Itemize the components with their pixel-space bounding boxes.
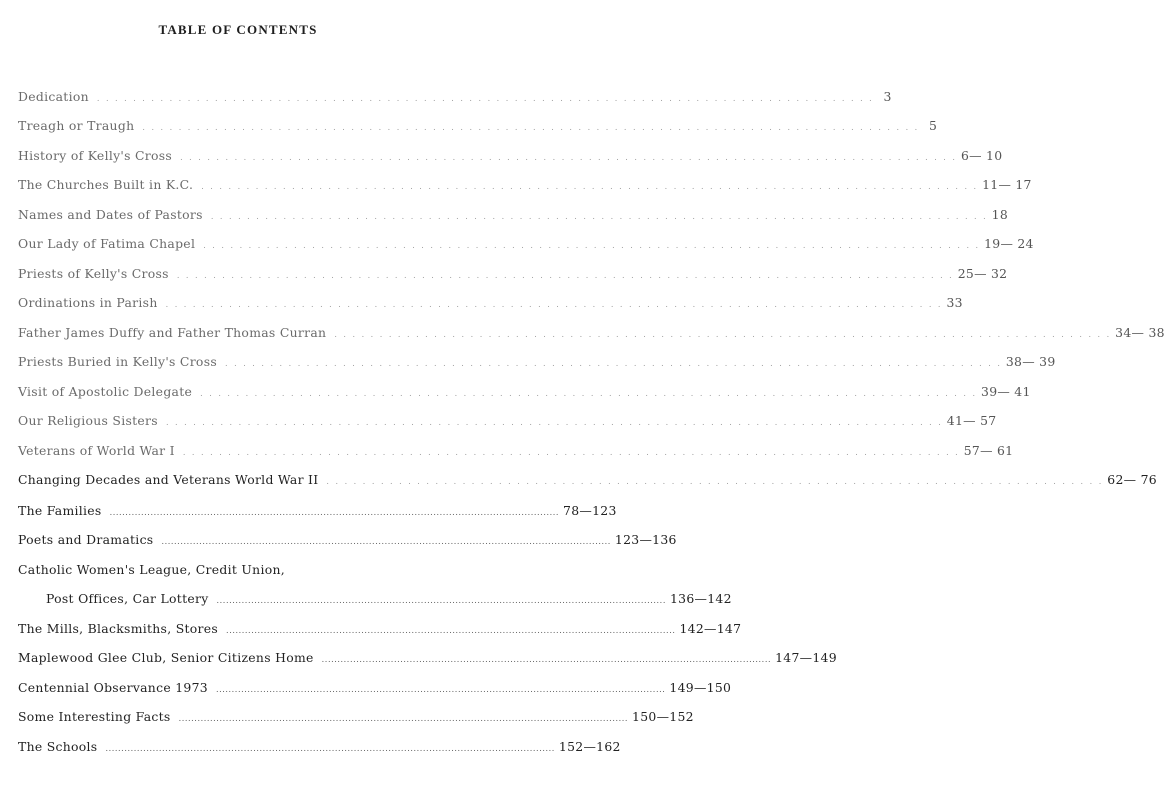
toc-entry [18, 679, 732, 697]
dot-leader: . . . . . . . . . . . . . . . . . . . . . . . . . . . . . . . . . . . . . . . . . . . . . . . . . . . . . . . . . . . . . . . . . . . . . . . . . . . . . . . . . . . . . . [200, 389, 978, 398]
entry-pages: 41— 57 [946, 413, 997, 428]
entry-pages: 142—147 [679, 621, 742, 636]
entry-title: Visit of Apostolic Delegate [18, 384, 193, 399]
dot-leader: ............................................................................................................................................... [161, 537, 611, 546]
toc-entry [18, 117, 938, 135]
entry-title: Treagh or Traugh [18, 118, 135, 133]
toc-entry [18, 206, 1009, 224]
toc-entry [18, 324, 1165, 342]
dot-leader: . . . . . . . . . . . . . . . . . . . . . . . . . . . . . . . . . . . . . . . . . . . . . . . . . . . . . . . . . . . . . . . . . . . . . . . . . . . . . . . . . . . . . . [182, 448, 960, 457]
toc-entry [18, 88, 892, 106]
dot-leader: . . . . . . . . . . . . . . . . . . . . . . . . . . . . . . . . . . . . . . . . . . . . . . . . . . . . . . . . . . . . . . . . . . . . . . . . . . . . . . . . . . . . . . [165, 418, 943, 427]
entry-title: Father James Duffy and Father Thomas Curran [18, 325, 327, 340]
dot-leader: ............................................................................................................................................... [105, 744, 555, 753]
dot-leader: . . . . . . . . . . . . . . . . . . . . . . . . . . . . . . . . . . . . . . . . . . . . . . . . . . . . . . . . . . . . . . . . . . . . . . . . . . . . . . . . . . . . . . [176, 271, 954, 280]
dot-leader: ............................................................................................................................................... [215, 685, 666, 694]
toc-entry [18, 471, 1157, 489]
entry-title: Dedication [18, 89, 89, 104]
entry-pages: 5 [929, 118, 938, 133]
entry-title: Maplewood Glee Club, Senior Citizens Home [18, 650, 314, 665]
toc-entry [18, 176, 1032, 194]
toc-entry [18, 738, 621, 756]
dot-leader: . . . . . . . . . . . . . . . . . . . . . . . . . . . . . . . . . . . . . . . . . . . . . . . . . . . . . . . . . . . . . . . . . . . . . . . . . . . . . . . . . . . . . . [334, 330, 1112, 339]
entry-title: Post Offices, Car Lottery [46, 591, 209, 606]
entry-pages: 123—136 [614, 532, 677, 547]
entry-title: History of Kelly's Cross [18, 148, 173, 163]
entry-pages: 3 [883, 89, 892, 104]
entry-title: The Mills, Blacksmiths, Stores [18, 621, 219, 636]
entry-pages: 38— 39 [1005, 354, 1056, 369]
entry-title: Priests of Kelly's Cross [18, 266, 169, 281]
entry-title: Centennial Observance 1973 [18, 680, 208, 695]
toc-entry [18, 383, 1031, 401]
entry-title: The Churches Built in K.C. [18, 177, 194, 192]
entry-pages: 33 [946, 295, 963, 310]
toc-entry [18, 502, 617, 520]
entry-title: The Schools [18, 739, 98, 754]
entry-pages: 147—149 [775, 650, 837, 665]
dot-leader: ............................................................................................................................................... [216, 596, 666, 605]
entry-title: Names and Dates of Pastors [18, 207, 203, 222]
toc-entry [18, 294, 963, 312]
entry-pages: 149—150 [669, 680, 732, 695]
entry-pages: 150—152 [632, 709, 694, 724]
toc-entry [18, 147, 1003, 165]
entry-pages: 11— 17 [982, 177, 1032, 192]
dot-leader: . . . . . . . . . . . . . . . . . . . . . . . . . . . . . . . . . . . . . . . . . . . . . . . . . . . . . . . . . . . . . . . . . . . . . . . . . . . . . . . . . . . . . . [201, 182, 979, 191]
entry-pages: 19— 24 [984, 236, 1034, 251]
dot-leader: ............................................................................................................................................... [178, 714, 629, 723]
dot-leader: ............................................................................................................................................... [109, 508, 560, 517]
entry-pages: 34— 38 [1115, 325, 1165, 340]
entry-pages: 136—142 [669, 591, 732, 606]
entry-title: Poets and Dramatics [18, 532, 154, 547]
dot-leader: ............................................................................................................................................... [321, 655, 772, 664]
dot-leader: . . . . . . . . . . . . . . . . . . . . . . . . . . . . . . . . . . . . . . . . . . . . . . . . . . . . . . . . . . . . . . . . . . . . . . . . . . . . . . . . . . . . . . [225, 359, 1002, 368]
dot-leader: . . . . . . . . . . . . . . . . . . . . . . . . . . . . . . . . . . . . . . . . . . . . . . . . . . . . . . . . . . . . . . . . . . . . . . . . . . . . . . . . . . . . . . [210, 212, 988, 221]
dot-leader: . . . . . . . . . . . . . . . . . . . . . . . . . . . . . . . . . . . . . . . . . . . . . . . . . . . . . . . . . . . . . . . . . . . . . . . . . . . . . . . . . . . . . . [326, 477, 1104, 486]
entry-title: Our Lady of Fatima Chapel [18, 236, 196, 251]
toc-entry [18, 265, 1008, 283]
entry-title: Some Interesting Facts [18, 709, 171, 724]
dot-leader: ............................................................................................................................................... [226, 626, 676, 635]
entry-title: Ordinations in Parish [18, 295, 158, 310]
entry-title: Priests Buried in Kelly's Cross [18, 354, 218, 369]
dot-leader: . . . . . . . . . . . . . . . . . . . . . . . . . . . . . . . . . . . . . . . . . . . . . . . . . . . . . . . . . . . . . . . . . . . . . . . . . . . . . . . . . . . . . . [203, 241, 981, 250]
entry-pages: 18 [991, 207, 1009, 222]
entry-title: Veterans of World War I [18, 443, 175, 458]
dot-leader: . . . . . . . . . . . . . . . . . . . . . . . . . . . . . . . . . . . . . . . . . . . . . . . . . . . . . . . . . . . . . . . . . . . . . . . . . . . . . . . . . . . . . . [165, 300, 943, 309]
toc-entry [46, 590, 732, 608]
toc-entry [18, 235, 1034, 253]
toc-entry [18, 442, 1014, 460]
toc-entry [18, 412, 997, 430]
entry-pages: 152—162 [558, 739, 621, 754]
page-title: TABLE OF CONTENTS [158, 22, 318, 37]
entry-pages: 39— 41 [981, 384, 1031, 399]
entry-pages: 57— 61 [963, 443, 1014, 458]
entry-title: The Families [18, 503, 102, 518]
toc-entry [18, 708, 694, 726]
entry-pages: 25— 32 [957, 266, 1008, 281]
toc-entry [18, 649, 837, 667]
entry-pages: 78—123 [563, 503, 617, 518]
toc-entry [18, 561, 463, 579]
entry-pages: 6— 10 [960, 148, 1003, 163]
entry-title: Our Religious Sisters [18, 413, 158, 428]
entry-pages: 62— 76 [1107, 472, 1157, 487]
toc-entry [18, 620, 742, 638]
dot-leader: . . . . . . . . . . . . . . . . . . . . . . . . . . . . . . . . . . . . . . . . . . . . . . . . . . . . . . . . . . . . . . . . . . . . . . . . . . . . . . . . . . . . . . [180, 153, 957, 162]
entry-title: Changing Decades and Veterans World War II [18, 472, 319, 487]
toc-entry [18, 353, 1056, 371]
toc-entry [18, 531, 677, 549]
entry-title: Catholic Women's League, Credit Union, [18, 562, 285, 577]
dot-leader: . . . . . . . . . . . . . . . . . . . . . . . . . . . . . . . . . . . . . . . . . . . . . . . . . . . . . . . . . . . . . . . . . . . . . . . . . . . . . . . . . . . . . . [142, 123, 920, 132]
dot-leader: . . . . . . . . . . . . . . . . . . . . . . . . . . . . . . . . . . . . . . . . . . . . . . . . . . . . . . . . . . . . . . . . . . . . . . . . . . . . . . . . . . . . . . [96, 94, 874, 103]
